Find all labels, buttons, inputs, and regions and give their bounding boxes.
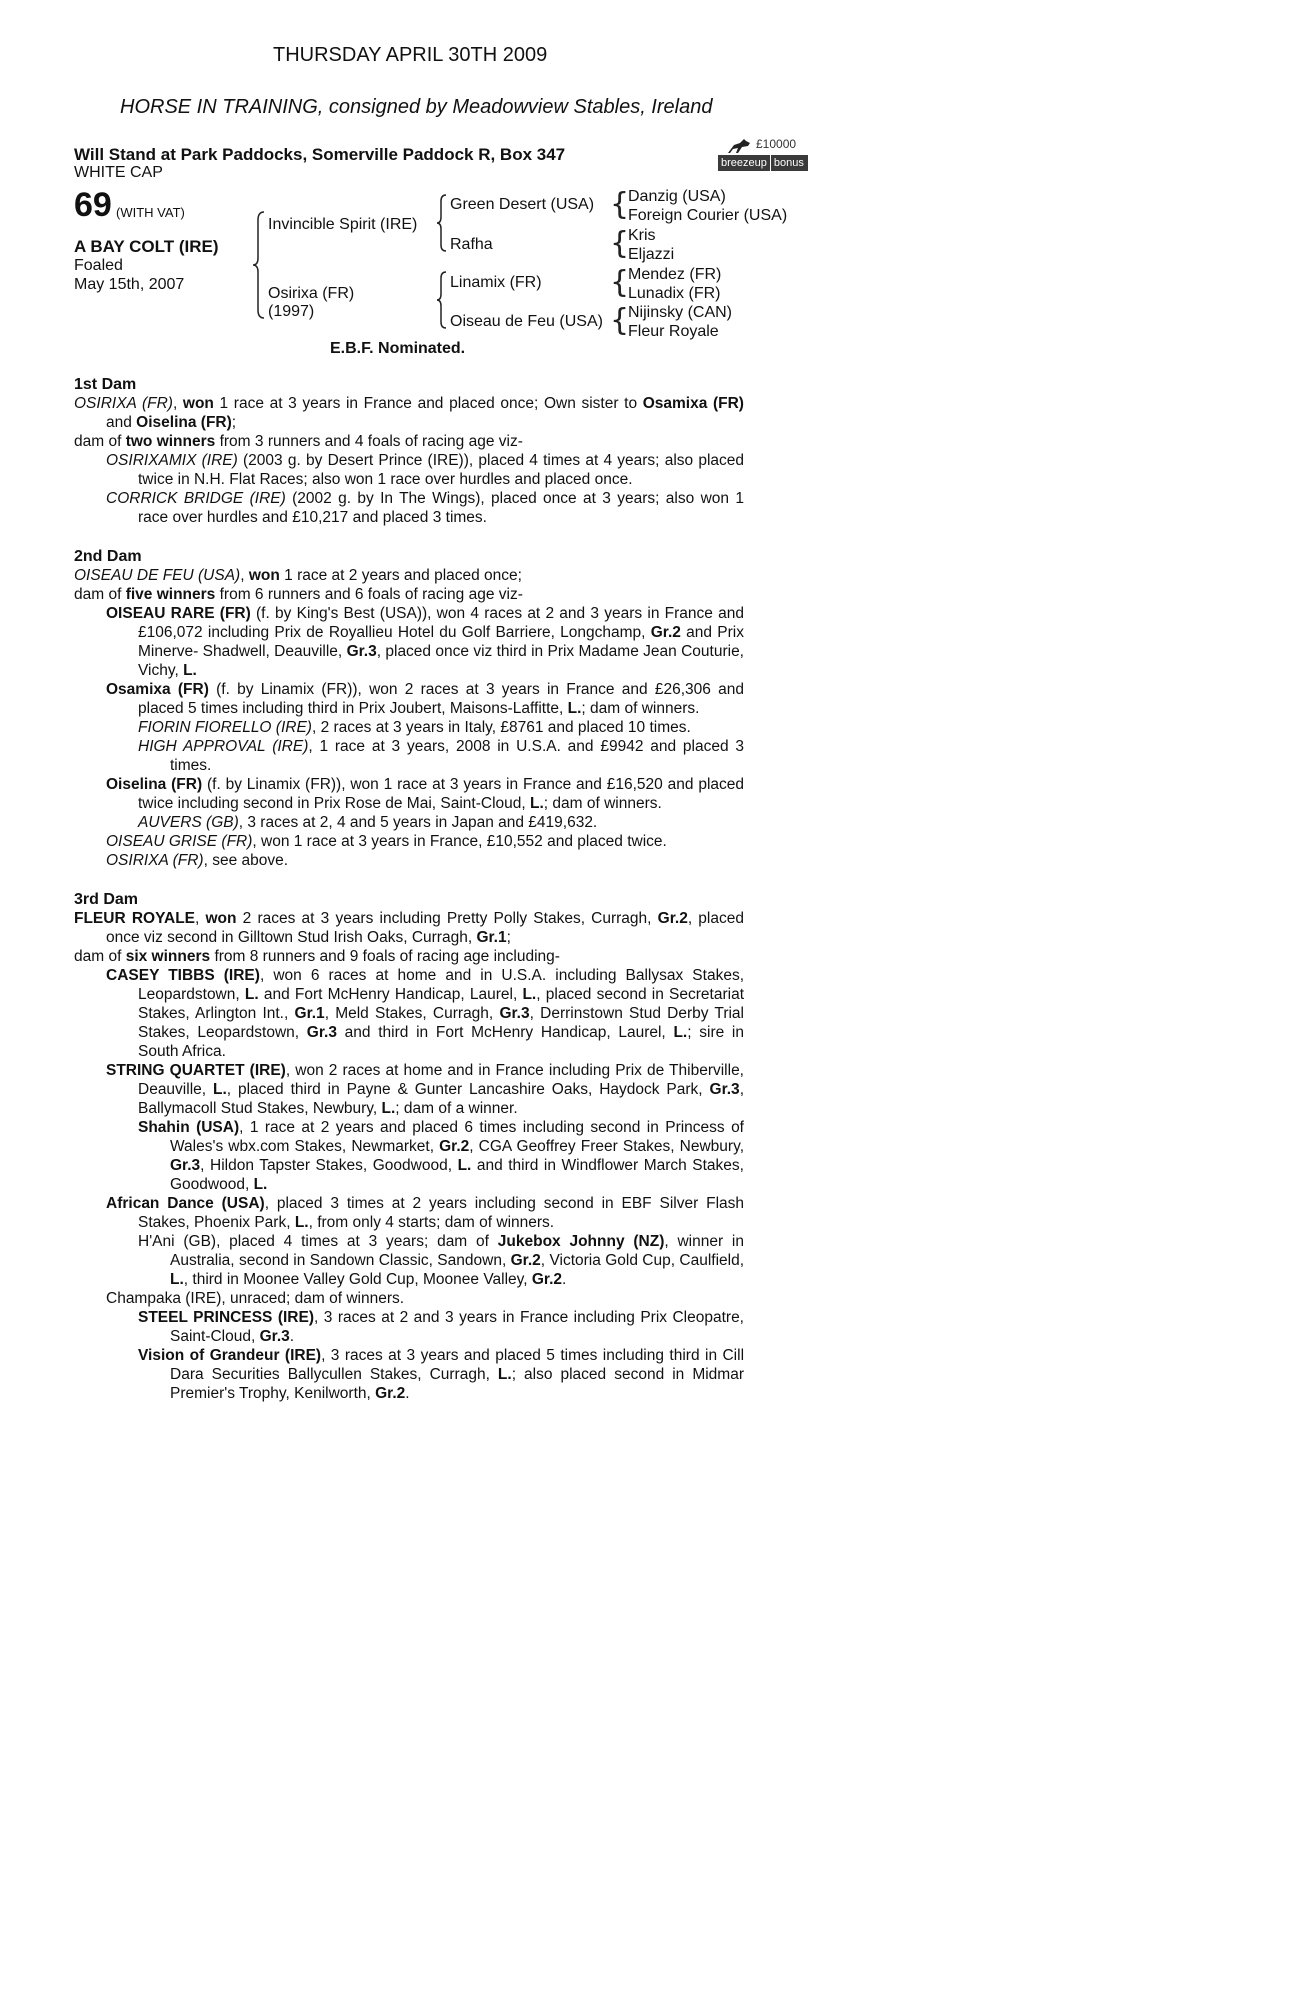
dam-sire: Linamix (FR) [450, 274, 542, 291]
pedigree-brace-5: { [610, 226, 630, 261]
pedigree-brace-3 [436, 270, 448, 330]
ds-dam: Lunadix (FR) [628, 285, 721, 302]
produce-fiorin-fiorello: FIORIN FIORELLO (IRE), 2 races at 3 years in Italy, £8761 and placed 10 times. [138, 719, 691, 736]
dam-dam: Oiseau de Feu (USA) [450, 313, 603, 330]
dam: Osirixa (FR) [268, 285, 355, 302]
ds-sire: Mendez (FR) [628, 266, 722, 283]
produce-auvers: AUVERS (GB), 3 races at 2, 4 and 5 years in Japan and £419,632. [138, 814, 598, 831]
second-dam-entry: OISEAU DE FEU (USA), won 1 race at 2 years and placed once; [74, 567, 522, 584]
produce-oiseau-rare: OISEAU RARE (FR) (f. by King's Best (USA)), won 4 races at 2 and 3 years in France and £106,072 including Prix de Royallieu Hotel du Golf Barriere, Longchamp, Gr.2 and Prix Minerve- Shadwell, Deauville, Gr.3, placed once viz third in Prix Madame Jean Couturie, Vichy, L. [106, 605, 745, 679]
produce-oiseau-grise: OISEAU GRISE (FR), won 1 race at 3 years in France, £10,552 and placed twice. [106, 833, 667, 850]
produce-oiselina: Oiselina (FR) (f. by Linamix (FR)), won 1 race at 3 years in France and £16,520 and placed twice including second in Prix Rose de Mai, Saint-Cloud, L.; dam of winners. [106, 776, 744, 812]
first-dam-entry: OSIRIXA (FR), won 1 race at 3 years in France and placed once; Own sister to Osamixa (FR) and Oiselina (FR); [74, 395, 744, 431]
produce-osirixamix: OSIRIXAMIX (IRE) (2003 g. by Desert Prince (IRE)), placed 4 times at 4 years; also placed twice in N.H. Flat Races; also won 1 race over hurdles and placed once. [106, 452, 745, 488]
ss-dam: Foreign Courier (USA) [628, 207, 788, 224]
ss-sire: Danzig (USA) [628, 188, 726, 205]
produce-corrick-bridge: CORRICK BRIDGE (IRE) (2002 g. by In The Wings), placed once at 3 years; also won 1 race over hurdles and £10,217 and placed 3 times. [106, 490, 744, 526]
sire-dam: Rafha [450, 236, 493, 253]
sale-date: THURSDAY APRIL 30TH 2009 [273, 44, 548, 66]
sire-sire: Green Desert (USA) [450, 196, 595, 213]
logo-breezeup-text: breezeup [721, 157, 767, 169]
horse-rider-icon [726, 137, 754, 155]
produce-casey-tibbs: CASEY TIBBS (IRE), won 6 races at home and in U.S.A. including Ballysax Stakes, Leopardstown, L. and Fort McHenry Handicap, Laurel, L., placed second in Secretariat Stakes, Arlington Int., Gr.1, Meld Stakes, Curragh, Gr.3, Derrinstown Stud Derby Trial Stakes, Leopardstown, Gr.3 and third in Fort McHenry Handicap, Laurel, L.; sire in South Africa. [106, 967, 745, 1060]
breezeup-bonus-logo [718, 137, 808, 174]
bonus-amount: £10000 [756, 137, 797, 151]
produce-champaka: Champaka (IRE), unraced; dam of winners. [106, 1290, 405, 1307]
third-dam-produce: dam of six winners from 8 runners and 9 foals of racing age including- [74, 948, 560, 965]
produce-shahin: Shahin (USA), 1 race at 2 years and placed 6 times including second in Princess of Wales's wbx.com Stakes, Newmarket, Gr.2, CGA Geoffrey Freer Stakes, Newbury, Gr.3, Hildon Tapster Stakes, Goodwood, L. and third in Windflower March Stakes, Goodwood, L. [138, 1119, 744, 1193]
horse-name: A BAY COLT (IRE) [74, 237, 219, 256]
logo-bonus-text: bonus [770, 155, 807, 171]
produce-african-dance: African Dance (USA), placed 3 times at 2 years including second in EBF Silver Flash Stakes, Phoenix Park, L., from only 4 starts; dam of winners. [106, 1195, 745, 1231]
cap-colour: WHITE CAP [74, 164, 163, 181]
second-dam-heading: 2nd Dam [74, 548, 142, 565]
first-dam-heading: 1st Dam [74, 376, 137, 393]
produce-steel-princess: STEEL PRINCESS (IRE), 3 races at 2 and 3 years in France including Prix Cleopatre, Saint-Cloud, Gr.3. [138, 1309, 744, 1345]
produce-string-quartet: STRING QUARTET (IRE), won 2 races at home and in France including Prix de Thiberville, Deauville, L., placed third in Payne & Gunter Lancashire Oaks, Haydock Park, Gr.3, Ballymacoll Stud Stakes, Newbury, L.; dam of a winner. [106, 1062, 744, 1117]
dd-sire: Nijinsky (CAN) [628, 304, 732, 321]
produce-osirixa: OSIRIXA (FR), see above. [106, 852, 289, 869]
third-dam-heading: 3rd Dam [74, 891, 139, 908]
third-dam-entry: FLEUR ROYALE, won 2 races at 3 years including Pretty Polly Stakes, Curragh, Gr.2, placed once viz second in Gilltown Stud Irish Oaks, Curragh, Gr.1; [74, 910, 744, 946]
pedigree-brace-1 [252, 210, 266, 320]
foaled-date: May 15th, 2007 [74, 276, 185, 293]
produce-vision-of-grandeur: Vision of Grandeur (IRE), 3 races at 3 years and placed 5 times including third in Cill Dara Securities Ballycullen Stakes, Curragh, L.; also placed second in Midmar Premier's Trophy, Kenilworth, Gr.2. [138, 1347, 745, 1402]
sire: Invincible Spirit (IRE) [268, 216, 418, 233]
produce-high-approval: HIGH APPROVAL (IRE), 1 race at 3 years, 2008 in U.S.A. and £9942 and placed 3 times. [138, 738, 744, 774]
consignment-line: HORSE IN TRAINING, consigned by Meadowview Stables, Ireland [120, 96, 713, 118]
sd-dam: Eljazzi [628, 246, 675, 263]
pedigree-brace-2 [436, 193, 448, 253]
dam-year: (1997) [268, 303, 315, 320]
produce-hani: H'Ani (GB), placed 4 times at 3 years; dam of Jukebox Johnny (NZ), winner in Australia, second in Sandown Classic, Sandown, Gr.2, Victoria Gold Cup, Caulfield, L., third in Moonee Valley Gold Cup, Moonee Valley, Gr.2. [138, 1233, 744, 1288]
pedigree-brace-6: { [610, 265, 630, 300]
second-dam-produce: dam of five winners from 6 runners and 6 foals of racing age viz- [74, 586, 523, 603]
vat-note: (WITH VAT) [116, 205, 185, 220]
sd-sire: Kris [628, 227, 656, 244]
ebf-nominated: E.B.F. Nominated. [330, 340, 466, 357]
produce-osamixa: Osamixa (FR) (f. by Linamix (FR)), won 2 races at 3 years in France and £26,306 and placed 5 times including third in Prix Joubert, Maisons-Laffitte, L.; dam of winners. [106, 681, 744, 717]
stand-location: Will Stand at Park Paddocks, Somerville Paddock R, Box 347 [74, 145, 566, 164]
dd-dam: Fleur Royale [628, 323, 719, 340]
catalogue-body [74, 375, 744, 1403]
pedigree-brace-4: { [610, 187, 630, 222]
lot-number: 69 [74, 186, 112, 224]
pedigree-brace-7: { [610, 303, 630, 338]
foaled-label: Foaled [74, 257, 123, 274]
first-dam-produce: dam of two winners from 3 runners and 4 foals of racing age viz- [74, 433, 523, 450]
